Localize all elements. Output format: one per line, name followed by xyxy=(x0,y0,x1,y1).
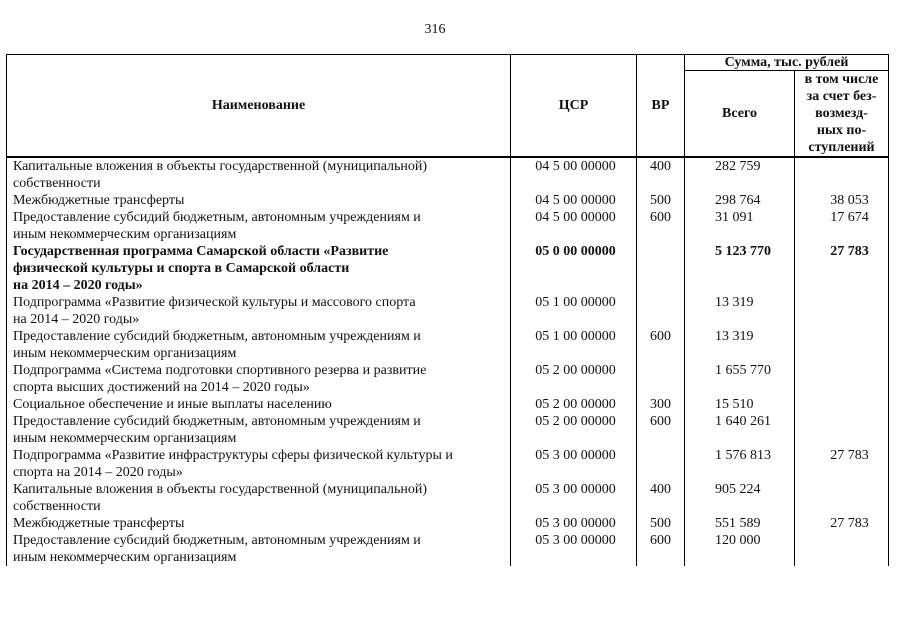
table-row xyxy=(7,481,889,515)
row-csr: 05 2 00 00000 xyxy=(511,396,637,413)
table-row xyxy=(7,209,889,243)
row-total: 1 655 770 xyxy=(685,362,795,396)
row-csr: 05 3 00 00000 xyxy=(511,532,637,566)
row-grant: 38 053 xyxy=(795,192,889,209)
row-grant: 17 674 xyxy=(795,209,889,243)
row-name-line: Подпрограмма «Развитие физической культуры и массового спорта xyxy=(13,295,416,310)
table-row xyxy=(7,192,889,209)
row-name-line: иным некоммерческим организациям xyxy=(13,550,237,565)
header-vr: ВР xyxy=(637,55,685,158)
header-csr: ЦСР xyxy=(511,55,637,158)
row-total: 1 640 261 xyxy=(685,413,795,447)
header-incl-line: за счет без- xyxy=(806,89,877,104)
row-csr: 05 2 00 00000 xyxy=(511,413,637,447)
row-csr: 05 3 00 00000 xyxy=(511,447,637,481)
table-row xyxy=(7,515,889,532)
header-incl-line: в том числе xyxy=(804,72,879,87)
table-body xyxy=(7,157,889,566)
table-row xyxy=(7,532,889,566)
row-vr: 400 xyxy=(637,157,685,192)
row-name-line: собственности xyxy=(13,499,101,514)
row-grant: 27 783 xyxy=(795,515,889,532)
row-name-line: Социальное обеспечение и иные выплаты населению xyxy=(13,397,332,412)
header-total: Всего xyxy=(685,71,795,158)
header-incl-line: ступлений xyxy=(808,140,875,155)
table-row xyxy=(7,157,889,192)
row-total: 13 319 xyxy=(685,294,795,328)
row-csr: 04 5 00 00000 xyxy=(511,209,637,243)
row-name xyxy=(7,447,511,481)
row-name xyxy=(7,396,511,413)
header-name: Наименование xyxy=(7,55,511,158)
row-csr: 05 3 00 00000 xyxy=(511,515,637,532)
row-grant xyxy=(795,328,889,362)
table-row xyxy=(7,328,889,362)
row-name xyxy=(7,515,511,532)
row-vr xyxy=(637,362,685,396)
budget-table xyxy=(6,54,889,566)
table-row xyxy=(7,243,889,294)
row-name-line: иным некоммерческим организациям xyxy=(13,227,237,242)
row-name-line: Капитальные вложения в объекты государственной (муниципальной) xyxy=(13,482,428,497)
row-name xyxy=(7,362,511,396)
row-vr: 400 xyxy=(637,481,685,515)
row-total: 13 319 xyxy=(685,328,795,362)
row-vr xyxy=(637,243,685,294)
row-total: 1 576 813 xyxy=(685,447,795,481)
row-csr: 04 5 00 00000 xyxy=(511,192,637,209)
row-name-line: Подпрограмма «Система подготовки спортивного резерва и развитие xyxy=(13,363,427,378)
row-grant xyxy=(795,362,889,396)
header-incl-line: ных по- xyxy=(816,123,867,138)
row-name-line: Государственная программа Самарской области «Развитие xyxy=(13,244,389,259)
row-csr: 05 1 00 00000 xyxy=(511,294,637,328)
row-total: 282 759 xyxy=(685,157,795,192)
row-total: 5 123 770 xyxy=(685,243,795,294)
row-name xyxy=(7,413,511,447)
row-vr: 600 xyxy=(637,209,685,243)
row-csr: 04 5 00 00000 xyxy=(511,157,637,192)
row-name xyxy=(7,328,511,362)
row-name xyxy=(7,243,511,294)
row-vr: 300 xyxy=(637,396,685,413)
row-vr: 600 xyxy=(637,413,685,447)
page-number: 316 xyxy=(424,22,446,37)
row-total: 905 224 xyxy=(685,481,795,515)
header-sum-group: Сумма, тыс. рублей xyxy=(685,55,889,71)
header-including-grants xyxy=(795,71,889,158)
row-name-line: Предоставление субсидий бюджетным, автономным учреждениям и xyxy=(13,329,421,344)
table-row xyxy=(7,294,889,328)
row-name-line: спорта на 2014 – 2020 годы» xyxy=(13,465,183,480)
row-vr: 500 xyxy=(637,515,685,532)
row-name-line: иным некоммерческим организациям xyxy=(13,346,237,361)
row-name-line: Межбюджетные трансферты xyxy=(13,193,185,208)
row-grant xyxy=(795,481,889,515)
row-vr: 600 xyxy=(637,532,685,566)
table-row xyxy=(7,447,889,481)
row-vr: 600 xyxy=(637,328,685,362)
row-csr: 05 1 00 00000 xyxy=(511,328,637,362)
row-grant: 27 783 xyxy=(795,243,889,294)
row-name-line: Предоставление субсидий бюджетным, автономным учреждениям и xyxy=(13,210,421,225)
row-name-line: спорта высших достижений на 2014 – 2020 годы» xyxy=(13,380,310,395)
row-name-line: на 2014 – 2020 годы» xyxy=(13,278,143,293)
row-name xyxy=(7,481,511,515)
table-header xyxy=(7,55,889,158)
row-name-line: Подпрограмма «Развитие инфраструктуры сферы физической культуры и xyxy=(13,448,453,463)
table-row xyxy=(7,413,889,447)
row-total: 15 510 xyxy=(685,396,795,413)
row-vr: 500 xyxy=(637,192,685,209)
row-name-line: Межбюджетные трансферты xyxy=(13,516,185,531)
row-grant xyxy=(795,396,889,413)
row-total: 298 764 xyxy=(685,192,795,209)
row-name xyxy=(7,532,511,566)
row-name xyxy=(7,294,511,328)
row-vr xyxy=(637,294,685,328)
row-csr: 05 3 00 00000 xyxy=(511,481,637,515)
row-name xyxy=(7,192,511,209)
row-total: 120 000 xyxy=(685,532,795,566)
row-total: 31 091 xyxy=(685,209,795,243)
row-grant: 27 783 xyxy=(795,447,889,481)
row-name xyxy=(7,209,511,243)
table-row xyxy=(7,396,889,413)
table-row xyxy=(7,362,889,396)
row-name-line: собственности xyxy=(13,176,101,191)
row-grant xyxy=(795,532,889,566)
row-vr xyxy=(637,447,685,481)
row-name xyxy=(7,157,511,192)
row-name-line: физической культуры и спорта в Самарской области xyxy=(13,261,350,276)
row-grant xyxy=(795,294,889,328)
row-csr: 05 0 00 00000 xyxy=(511,243,637,294)
row-total: 551 589 xyxy=(685,515,795,532)
row-name-line: Предоставление субсидий бюджетным, автономным учреждениям и xyxy=(13,533,421,548)
header-incl-line: возмезд- xyxy=(815,106,868,121)
row-name-line: Предоставление субсидий бюджетным, автономным учреждениям и xyxy=(13,414,421,429)
row-grant xyxy=(795,157,889,192)
row-name-line: иным некоммерческим организациям xyxy=(13,431,237,446)
row-grant xyxy=(795,413,889,447)
row-name-line: на 2014 – 2020 годы» xyxy=(13,312,140,327)
row-csr: 05 2 00 00000 xyxy=(511,362,637,396)
row-name-line: Капитальные вложения в объекты государственной (муниципальной) xyxy=(13,159,428,174)
